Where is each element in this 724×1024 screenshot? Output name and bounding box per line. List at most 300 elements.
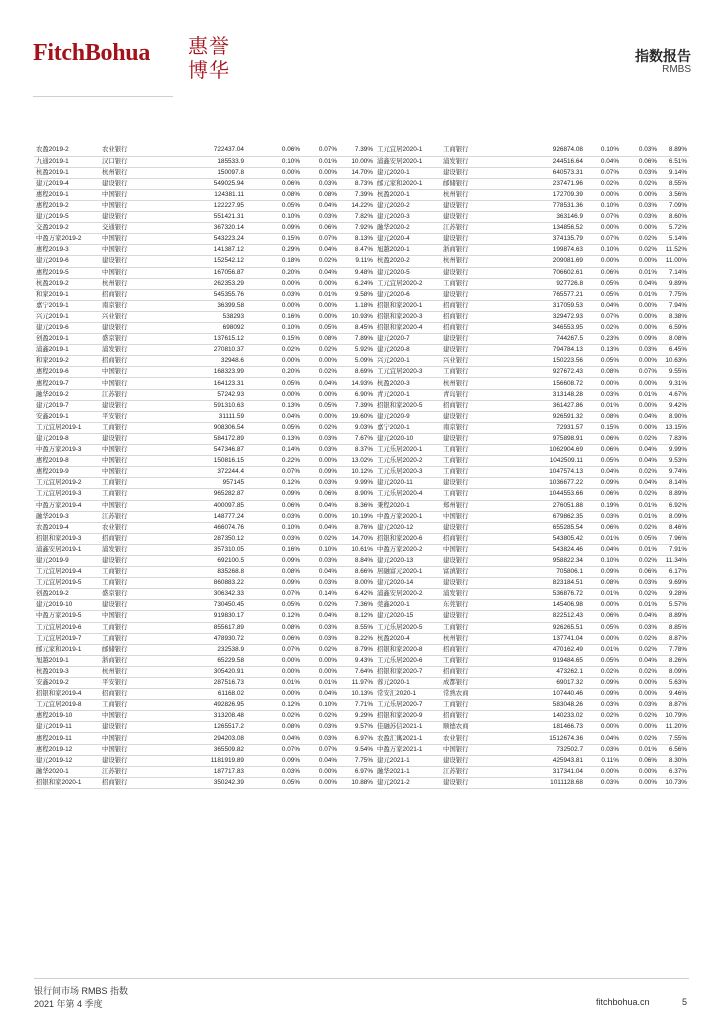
table-cell: 建元2021-1 [375, 755, 441, 766]
table-cell: 0.05% [585, 356, 621, 367]
table-cell: 10.19% [339, 511, 375, 522]
table-cell: 14.93% [339, 378, 375, 389]
table-cell: 10.12% [339, 467, 375, 478]
table-cell: 8.90% [659, 411, 689, 422]
table-cell: 8.73% [339, 178, 375, 189]
table-cell: 0.01% [621, 511, 659, 522]
table-cell: 惠程2019-6 [34, 367, 100, 378]
table-cell: 0.04% [302, 378, 339, 389]
table-cell: 中盈万家2019-2 [34, 234, 100, 245]
fitchbohua-logo [33, 34, 230, 90]
table-cell: 8.79% [339, 644, 375, 655]
table-cell: 杭盈2019-3 [34, 666, 100, 677]
table-cell: 0.04% [302, 267, 339, 278]
table-cell: 常安汇2020-1 [375, 689, 441, 700]
table-cell: 0.06% [246, 500, 302, 511]
table-cell: 建设银行 [100, 256, 154, 267]
page-number: 5 [682, 997, 688, 1007]
table-cell: 中国银行 [100, 467, 154, 478]
table-cell: 164123.31 [154, 378, 246, 389]
table-cell: 655285.54 [481, 522, 585, 533]
table-cell: 357310.05 [154, 544, 246, 555]
table-cell: 惠程2019-11 [34, 733, 100, 744]
table-cell: 698092 [154, 323, 246, 334]
table-cell: 招银和家2020-4 [375, 323, 441, 334]
table-cell: 0.02% [302, 367, 339, 378]
table-cell: 7.39% [339, 189, 375, 200]
table-cell: 中盈万家2019-5 [34, 611, 100, 622]
table-cell: 0.04% [621, 445, 659, 456]
table-cell: 盛京银行 [100, 334, 154, 345]
table-cell: 杭州银行 [100, 278, 154, 289]
table-cell: 工元宜居2019-2 [34, 478, 100, 489]
table-cell: 5.57% [659, 600, 689, 611]
table-cell: 0.01% [585, 533, 621, 544]
table-cell: 9.99% [659, 445, 689, 456]
table-cell: 107440.46 [481, 689, 585, 700]
table-cell: 0.13% [246, 433, 302, 444]
table-cell: 杭盈2019-1 [34, 167, 100, 178]
table-cell: 6.42% [339, 589, 375, 600]
table-cell: 72931.57 [481, 422, 585, 433]
table-cell: 中国银行 [441, 744, 481, 755]
table-cell: 8.76% [339, 522, 375, 533]
table-cell: 常熟农商 [441, 689, 481, 700]
table-cell: 杭盈2019-2 [34, 278, 100, 289]
table-row [34, 644, 689, 655]
table-cell: 7.75% [339, 755, 375, 766]
table-cell: 0.00% [585, 600, 621, 611]
table-cell: 招商银行 [441, 400, 481, 411]
table-cell: 0.05% [246, 200, 302, 211]
table-cell: 0.06% [621, 755, 659, 766]
table-cell: 6.90% [339, 389, 375, 400]
table-cell: 中国银行 [100, 456, 154, 467]
table-cell: 11.34% [659, 555, 689, 566]
table-cell: 浙商银行 [441, 245, 481, 256]
table-cell: 0.16% [246, 311, 302, 322]
footer-period: 2021 年第 4 季度 [34, 999, 103, 1009]
table-cell: 492826.95 [154, 700, 246, 711]
logo-cjk-mark: 惠誉博华 [188, 34, 230, 82]
table-cell: 中国银行 [100, 267, 154, 278]
table-cell: 0.22% [246, 456, 302, 467]
table-cell: 招商银行 [100, 356, 154, 367]
table-cell: 0.03% [302, 633, 339, 644]
table-cell: 0.02% [585, 178, 621, 189]
table-cell: 262353.29 [154, 278, 246, 289]
table-cell: 工元宜居2019-4 [34, 567, 100, 578]
table-cell: 浦鑫2019-1 [34, 345, 100, 356]
table-cell: 兴元2019-1 [34, 311, 100, 322]
table-cell: 8.89% [659, 145, 689, 156]
table-cell: 建元2019-9 [34, 555, 100, 566]
table-cell: 南京银行 [100, 300, 154, 311]
table-cell: 0.09% [302, 467, 339, 478]
table-row [34, 445, 689, 456]
table-cell: 6.37% [659, 766, 689, 777]
table-row [34, 755, 689, 766]
table-cell: 0.03% [621, 345, 659, 356]
table-cell: 679862.35 [481, 511, 585, 522]
table-cell: 1062904.69 [481, 445, 585, 456]
table-cell: 工元宜居2019-8 [34, 700, 100, 711]
table-cell: 杭盈2020-2 [375, 256, 441, 267]
table-cell: 5.63% [659, 678, 689, 689]
table-cell: 9.74% [659, 467, 689, 478]
table-cell: 543824.46 [481, 544, 585, 555]
table-cell: 0.00% [621, 378, 659, 389]
table-cell: 0.07% [246, 644, 302, 655]
table-cell: 7.67% [339, 433, 375, 444]
table-cell: 372244.4 [154, 467, 246, 478]
table-cell: 549025.94 [154, 178, 246, 189]
table-cell: 中盈万家2019-4 [34, 500, 100, 511]
table-cell: 9.42% [659, 400, 689, 411]
table-cell: 0.00% [621, 300, 659, 311]
table-cell: 惠程2019-1 [34, 189, 100, 200]
table-cell: 工元乐居2020-6 [375, 655, 441, 666]
table-cell: 0.02% [302, 533, 339, 544]
table-cell: 57242.93 [154, 389, 246, 400]
table-cell: 0.15% [246, 234, 302, 245]
table-cell: 5.72% [659, 223, 689, 234]
table-cell: 建元2020-1 [375, 167, 441, 178]
table-cell: 8.90% [339, 489, 375, 500]
table-cell: 122227.95 [154, 200, 246, 211]
table-cell: 185533.9 [154, 156, 246, 167]
table-cell: 中国银行 [100, 200, 154, 211]
table-cell: 11.00% [659, 256, 689, 267]
table-cell: 65229.58 [154, 655, 246, 666]
table-cell: 346553.95 [481, 323, 585, 334]
table-cell: 建元2020-12 [375, 522, 441, 533]
table-cell: 0.05% [246, 422, 302, 433]
table-cell: 0.13% [246, 400, 302, 411]
table-cell: 0.07% [621, 367, 659, 378]
table-cell: 0.02% [621, 733, 659, 744]
table-row [34, 356, 689, 367]
table-cell: 6.59% [659, 323, 689, 334]
table-cell: 0.05% [302, 323, 339, 334]
table-row [34, 311, 689, 322]
table-cell: 招银和家2020-8 [375, 644, 441, 655]
table-cell: 建元2019-7 [34, 400, 100, 411]
table-cell: 融华2019-3 [34, 511, 100, 522]
table-cell: 建设银行 [441, 777, 481, 788]
footer-report-name: 银行间市场 RMBS 指数 [34, 986, 129, 996]
table-cell: 工元乐居2020-5 [375, 622, 441, 633]
table-cell: 0.07% [246, 467, 302, 478]
table-cell: 邮储银行 [100, 644, 154, 655]
report-subtitle: RMBS [662, 64, 691, 75]
table-cell: 0.09% [246, 578, 302, 589]
table-cell: 建设银行 [100, 400, 154, 411]
table-cell: 6.97% [339, 766, 375, 777]
table-cell: 0.00% [621, 766, 659, 777]
table-cell: 工元宜居2019-5 [34, 578, 100, 589]
table-cell: 顺德农商 [441, 722, 481, 733]
table-cell: 建设银行 [100, 755, 154, 766]
table-row [34, 500, 689, 511]
logo-wordmark: FitchBohua [33, 40, 151, 66]
table-cell: 9.99% [339, 478, 375, 489]
table-cell: 浦发银行 [441, 589, 481, 600]
table-cell: 0.09% [585, 689, 621, 700]
table-cell: 0.00% [621, 777, 659, 788]
table-cell: 工元宜居2019-1 [34, 422, 100, 433]
table-cell: 邮储银行 [441, 178, 481, 189]
table-cell: 14.70% [339, 533, 375, 544]
table-cell: 0.07% [585, 311, 621, 322]
table-cell: 0.00% [302, 511, 339, 522]
table-cell: 0.03% [302, 733, 339, 744]
table-cell: 363146.9 [481, 212, 585, 223]
table-cell: 0.00% [246, 167, 302, 178]
table-cell: 招银和家2020-9 [375, 711, 441, 722]
table-cell: 9.31% [659, 378, 689, 389]
table-cell: 7.92% [339, 223, 375, 234]
table-row [34, 711, 689, 722]
table-cell: 工商银行 [441, 467, 481, 478]
table-cell: 7.09% [659, 200, 689, 211]
table-row [34, 744, 689, 755]
table-cell: 926874.08 [481, 145, 585, 156]
table-cell: 惠程2019-5 [34, 267, 100, 278]
table-cell: 8.84% [339, 555, 375, 566]
table-cell: 0.07% [246, 589, 302, 600]
table-cell: 建设银行 [441, 234, 481, 245]
table-cell: 7.91% [659, 544, 689, 555]
table-cell: 招商银行 [441, 666, 481, 677]
table-cell: 137741.04 [481, 633, 585, 644]
table-cell: 1036677.22 [481, 478, 585, 489]
table-cell: 5.92% [339, 345, 375, 356]
table-cell: 建元2020-11 [375, 478, 441, 489]
table-cell: 137615.12 [154, 334, 246, 345]
table-cell: 0.12% [246, 700, 302, 711]
table-cell: 农业银行 [441, 733, 481, 744]
table-cell: 招商银行 [441, 300, 481, 311]
table-cell: 工商银行 [100, 489, 154, 500]
table-cell: 惠程2019-3 [34, 245, 100, 256]
table-cell: 0.03% [621, 578, 659, 589]
table-cell: 8.12% [339, 611, 375, 622]
table-cell: 317341.04 [481, 766, 585, 777]
table-cell: 168323.99 [154, 367, 246, 378]
table-cell: 建元2019-8 [34, 433, 100, 444]
table-cell: 邮元家和2020-1 [375, 178, 441, 189]
table-cell: 7.71% [339, 700, 375, 711]
table-row [34, 700, 689, 711]
table-cell: 旭越2020-1 [375, 245, 441, 256]
table-cell: 9.28% [659, 589, 689, 600]
table-cell: 732502.7 [481, 744, 585, 755]
table-cell: 8.38% [659, 311, 689, 322]
table-cell: 0.06% [585, 522, 621, 533]
table-cell: 0.29% [246, 245, 302, 256]
table-cell: 工元乐居2020-3 [375, 467, 441, 478]
table-cell: 0.02% [621, 467, 659, 478]
table-cell: 江苏银行 [441, 223, 481, 234]
table-cell: 0.00% [302, 389, 339, 400]
table-cell: 9.11% [339, 256, 375, 267]
table-cell: 0.03% [246, 289, 302, 300]
table-cell: 0.14% [246, 445, 302, 456]
table-cell: 建设银行 [441, 267, 481, 278]
table-cell: 0.15% [585, 422, 621, 433]
table-cell: 0.05% [585, 456, 621, 467]
table-cell: 8.30% [659, 755, 689, 766]
table-cell: 0.02% [621, 555, 659, 566]
table-cell: 0.06% [246, 145, 302, 156]
table-cell: 0.10% [246, 522, 302, 533]
table-cell: 0.02% [246, 711, 302, 722]
table-cell: 10.63% [659, 356, 689, 367]
table-cell: 惠程2019-2 [34, 200, 100, 211]
table-row [34, 345, 689, 356]
table-cell: 0.01% [621, 744, 659, 755]
table-cell: 0.04% [585, 300, 621, 311]
table-cell: 中盈万家2021-1 [375, 744, 441, 755]
table-cell: 0.10% [246, 323, 302, 334]
table-cell: 0.00% [621, 678, 659, 689]
table-cell: 0.08% [246, 189, 302, 200]
table-cell: 361427.86 [481, 400, 585, 411]
table-cell: 543223.24 [154, 234, 246, 245]
table-cell: 0.00% [302, 411, 339, 422]
table-cell: 0.06% [585, 433, 621, 444]
table-row [34, 389, 689, 400]
table-cell: 0.00% [302, 311, 339, 322]
table-cell: 0.01% [585, 400, 621, 411]
table-cell: 浦鑫安居2019-1 [34, 544, 100, 555]
table-cell: 工元乐居2020-7 [375, 700, 441, 711]
table-cell: 建元2020-2 [375, 200, 441, 211]
table-cell: 九通2019-1 [34, 156, 100, 167]
table-cell: 0.20% [246, 267, 302, 278]
table-cell: 中国银行 [100, 445, 154, 456]
table-cell: 860883.22 [154, 578, 246, 589]
table-cell: 南京银行 [441, 422, 481, 433]
table-cell: 10.79% [659, 711, 689, 722]
table-cell: 0.01% [621, 500, 659, 511]
table-cell: 招银和家2019-4 [34, 689, 100, 700]
table-cell: 0.03% [302, 622, 339, 633]
table-cell: 0.03% [621, 200, 659, 211]
table-row [34, 300, 689, 311]
table-cell: 0.00% [621, 689, 659, 700]
table-cell: 兴业银行 [441, 356, 481, 367]
table-cell: 7.78% [659, 644, 689, 655]
table-row [34, 478, 689, 489]
table-cell: 0.00% [621, 223, 659, 234]
table-cell: 建元2019-11 [34, 722, 100, 733]
table-cell: 19.60% [339, 411, 375, 422]
table-cell: 杭州银行 [441, 633, 481, 644]
table-cell: 167056.87 [154, 267, 246, 278]
table-cell: 0.05% [585, 655, 621, 666]
table-cell: 0.03% [302, 445, 339, 456]
table-cell: 0.01% [621, 544, 659, 555]
table-row [34, 234, 689, 245]
table-cell: 建设银行 [100, 433, 154, 444]
table-cell: 0.01% [302, 289, 339, 300]
table-cell: 农业银行 [100, 522, 154, 533]
table-cell: 建设银行 [100, 600, 154, 611]
table-cell: 181466.73 [481, 722, 585, 733]
table-cell: 0.01% [585, 589, 621, 600]
table-cell: 8.89% [659, 611, 689, 622]
table-cell: 11.20% [659, 722, 689, 733]
table-cell: 惠程2019-12 [34, 744, 100, 755]
table-cell: 东莞银行 [441, 600, 481, 611]
table-cell: 江苏银行 [441, 766, 481, 777]
table-cell: 400097.85 [154, 500, 246, 511]
table-cell: 276051.88 [481, 500, 585, 511]
table-cell: 0.00% [302, 666, 339, 677]
table-cell: 建设银行 [441, 522, 481, 533]
table-cell: 7.82% [339, 212, 375, 223]
table-cell: 交通银行 [100, 223, 154, 234]
table-cell: 招银和家2020-6 [375, 533, 441, 544]
table-cell: 6.51% [659, 156, 689, 167]
table-cell: 招商银行 [100, 689, 154, 700]
table-cell: 0.02% [302, 422, 339, 433]
table-cell: 中国银行 [100, 611, 154, 622]
table-cell: 建设银行 [100, 555, 154, 566]
table-cell: 10.93% [339, 311, 375, 322]
table-cell: 0.00% [302, 278, 339, 289]
table-cell: 工元宜居2020-3 [375, 367, 441, 378]
table-cell: 0.02% [302, 711, 339, 722]
table-cell: 安鑫2019-1 [34, 411, 100, 422]
table-cell: 0.00% [621, 422, 659, 433]
table-cell: 0.03% [246, 766, 302, 777]
table-cell: 0.02% [585, 711, 621, 722]
table-cell: 8.14% [659, 478, 689, 489]
table-cell: 招银和家2020-3 [375, 311, 441, 322]
table-cell: 0.04% [302, 755, 339, 766]
table-cell: 青元2020-1 [375, 389, 441, 400]
table-cell: 0.07% [246, 744, 302, 755]
table-cell: 旭越2019-1 [34, 655, 100, 666]
table-cell: 0.16% [246, 544, 302, 555]
table-cell: 9.57% [339, 722, 375, 733]
table-cell: 蓉元2020-1 [375, 678, 441, 689]
table-cell: 建元2020-4 [375, 234, 441, 245]
table-cell: 152542.12 [154, 256, 246, 267]
table-cell: 建设银行 [100, 722, 154, 733]
table-cell: 209081.69 [481, 256, 585, 267]
table-cell: 7.83% [659, 433, 689, 444]
table-cell: 313208.48 [154, 711, 246, 722]
table-cell: 0.02% [621, 633, 659, 644]
table-cell: 270810.37 [154, 345, 246, 356]
table-cell: 0.04% [621, 611, 659, 622]
table-cell: 中国银行 [100, 733, 154, 744]
table-cell: 0.12% [246, 478, 302, 489]
table-cell: 江苏银行 [100, 511, 154, 522]
table-cell: 0.03% [302, 578, 339, 589]
table-cell: 浦发银行 [100, 544, 154, 555]
table-cell: 0.10% [585, 245, 621, 256]
table-cell: 7.39% [339, 145, 375, 156]
table-row [34, 278, 689, 289]
table-cell: 13.02% [339, 456, 375, 467]
table-cell: 0.19% [585, 500, 621, 511]
table-row [34, 178, 689, 189]
